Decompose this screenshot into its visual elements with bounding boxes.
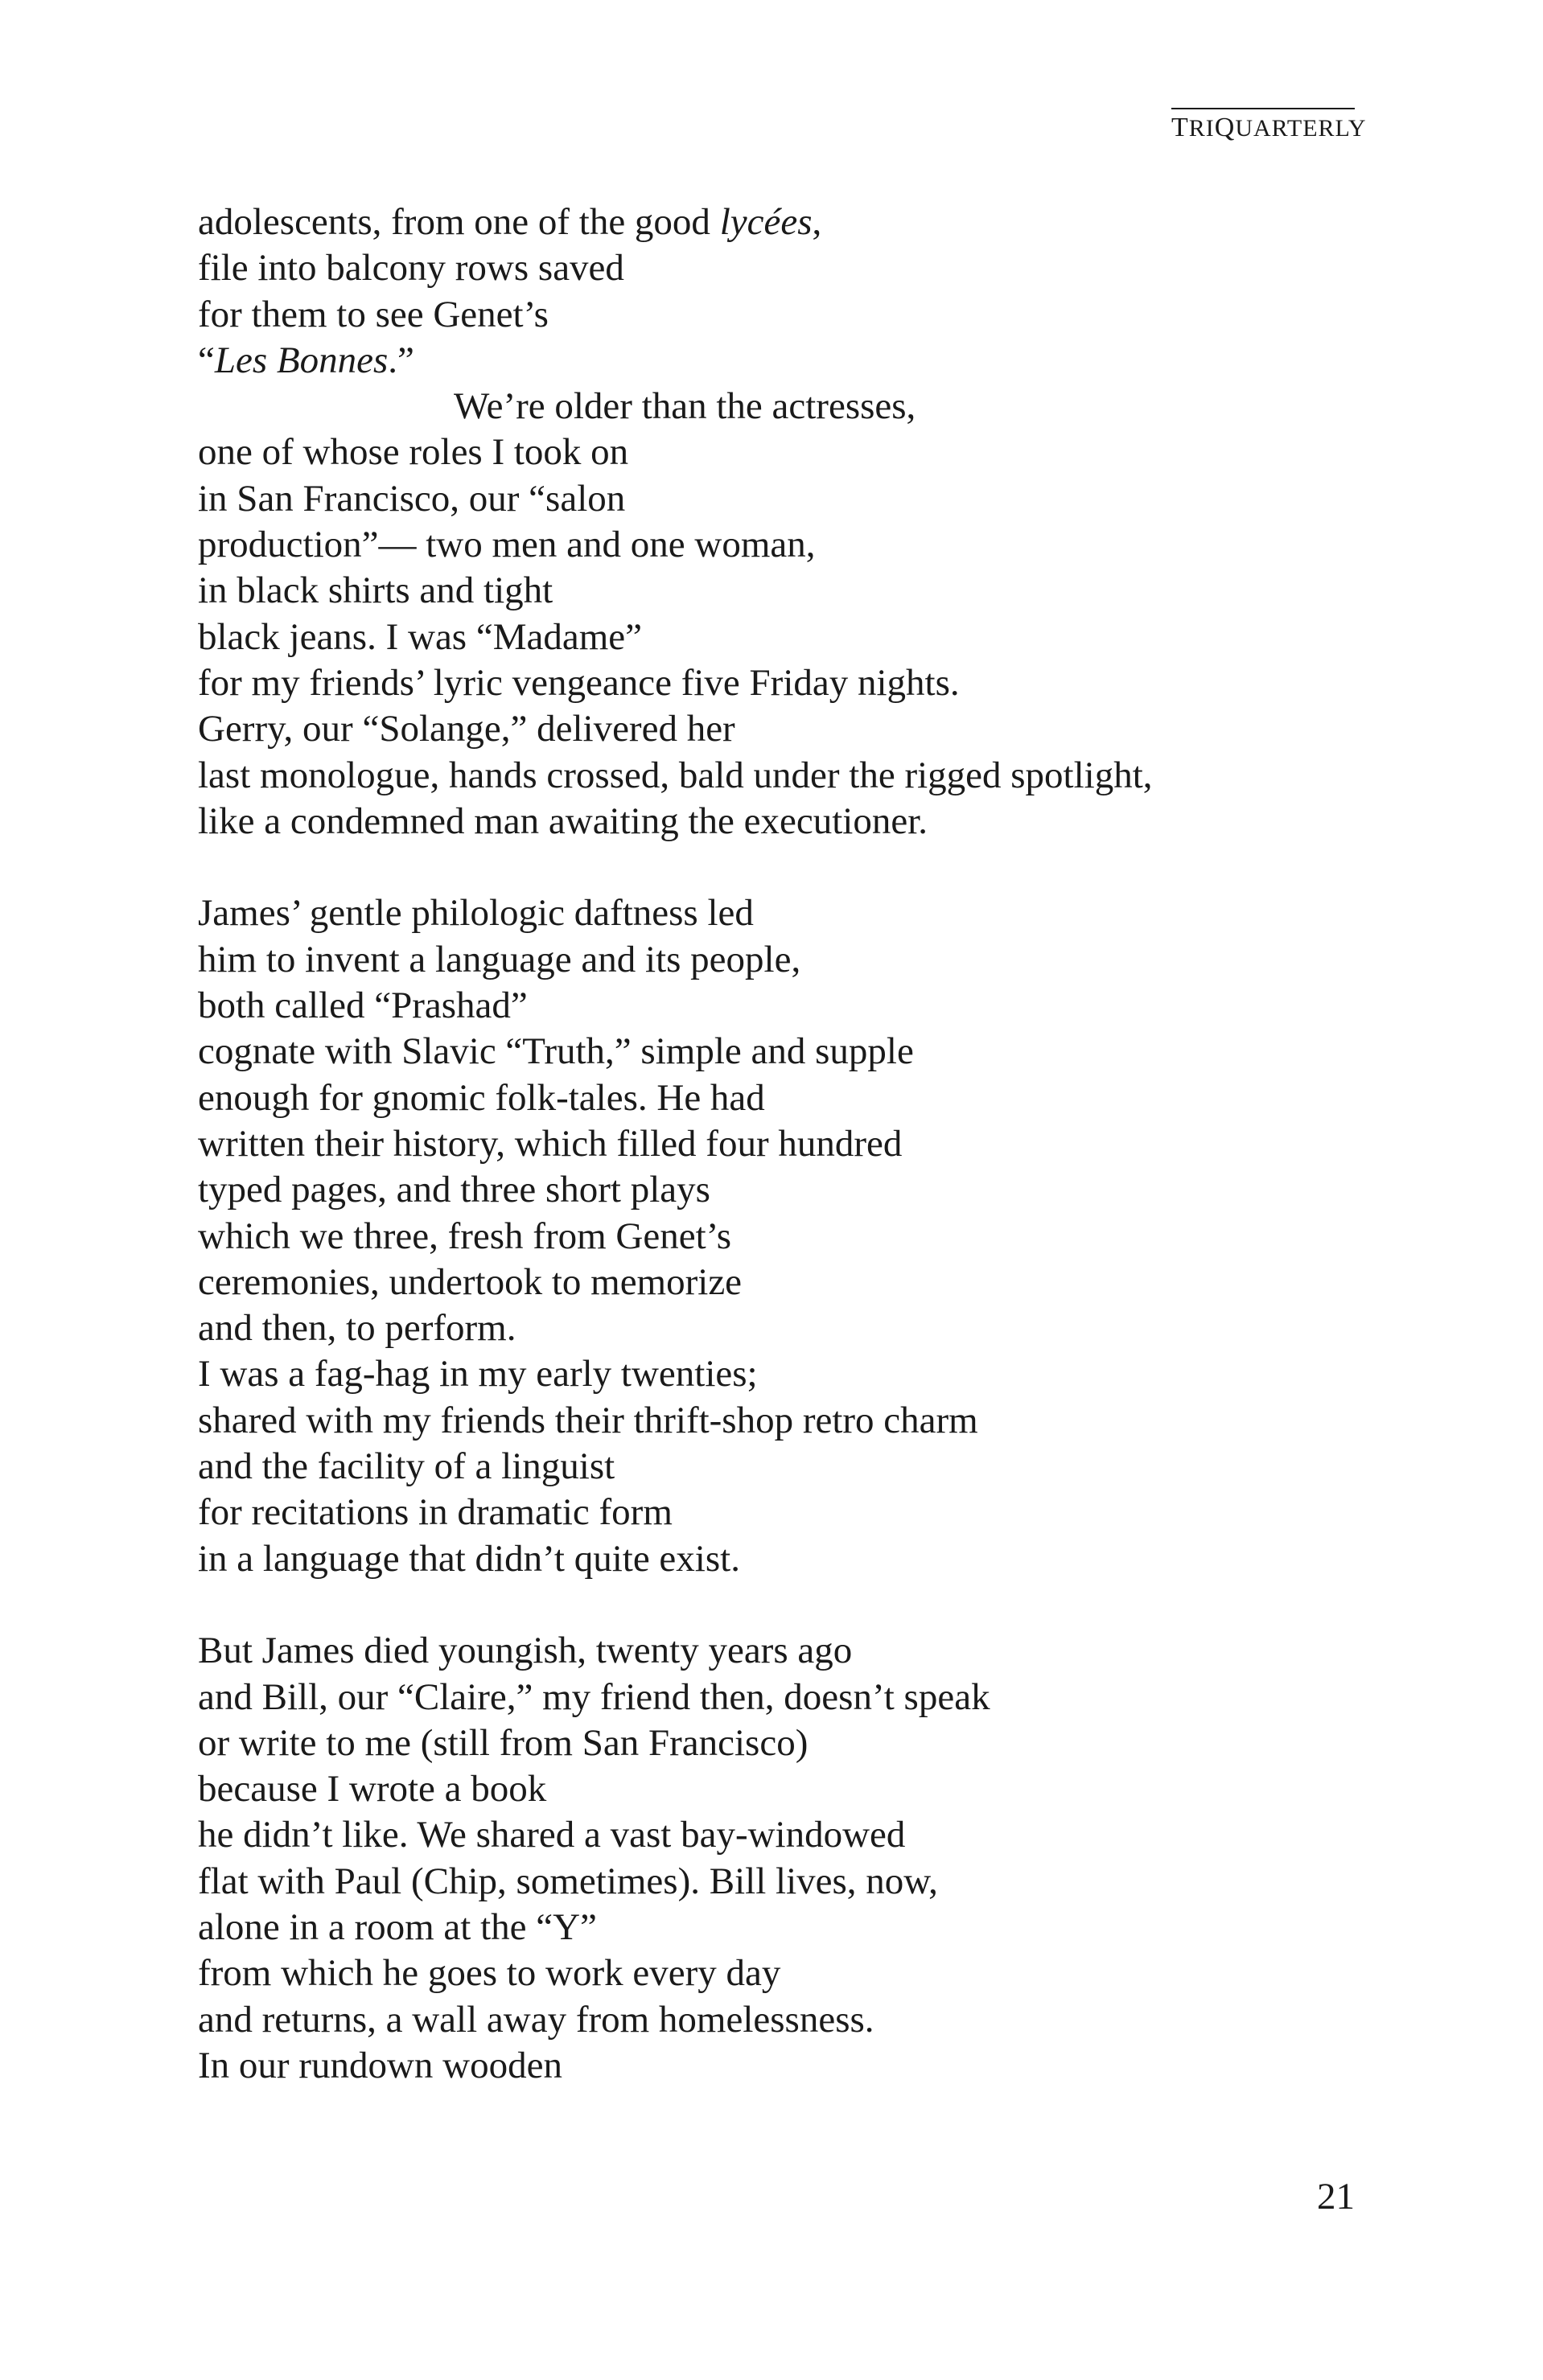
poem-line: black jeans. I was “Madame” [198, 615, 642, 658]
poem-line: We’re older than the actresses, [454, 385, 916, 428]
poem-line: which we three, fresh from Genet’s [198, 1215, 731, 1257]
poem-line: shared with my friends their thrift-shop retro charm [198, 1399, 978, 1441]
poem-line: and then, to perform. [198, 1307, 516, 1350]
poem-line: written their history, which filled four hundred [198, 1122, 903, 1165]
line-text: “ [198, 339, 215, 381]
poem-line: in San Francisco, our “salon [198, 477, 626, 520]
running-head-rule [1171, 108, 1355, 109]
running-head-initial-q: Q [1214, 113, 1236, 142]
poem-line: he didn’t like. We shared a vast bay-windowed [198, 1814, 906, 1856]
poem-line: Gerry, our “Solange,” delivered her [198, 708, 735, 750]
stanza [198, 199, 1389, 845]
poem-line: In our rundown wooden [198, 2044, 562, 2086]
poem-line: him to invent a language and its people, [198, 938, 801, 980]
poem-line: alone in a room at the “Y” [198, 1905, 597, 1948]
running-head-ri: RI [1188, 115, 1215, 142]
poem-line: production”— two men and one woman, [198, 524, 816, 566]
poem-line: James’ gentle philologic daftness led [198, 892, 754, 935]
stanza [198, 1628, 1389, 2089]
italic-text: lycées [719, 201, 813, 243]
poem-line: one of whose roles I took on [198, 431, 629, 474]
running-head [1171, 113, 1367, 142]
poem-line: because I wrote a book [198, 1768, 547, 1811]
poem-line: But James died youngish, twenty years ago [198, 1630, 853, 1672]
poem-line: like a condemned man awaiting the executioner. [198, 799, 928, 842]
poem-line: and the facility of a linguist [198, 1445, 615, 1488]
poem-line: file into balcony rows saved [198, 247, 624, 290]
italic-text: Les Bonnes [214, 339, 389, 381]
line-text: , [812, 201, 822, 243]
poem-line: and returns, a wall away from homelessness. [198, 1998, 874, 2041]
poem-line: and Bill, our “Claire,” my friend then, doesn’t speak [198, 1675, 990, 1718]
poem-line: enough for gnomic folk-tales. He had [198, 1076, 765, 1119]
page-number: 21 [1317, 2176, 1355, 2218]
poem-line: flat with Paul (Chip, sometimes). Bill lives, now, [198, 1860, 938, 1902]
poem-line: in a language that didn’t quite exist. [198, 1537, 740, 1580]
poem-line [198, 338, 1389, 384]
poem-line: for recitations in dramatic form [198, 1491, 673, 1534]
running-head-uarterly: UARTERLY [1235, 115, 1367, 142]
stanza [198, 890, 1389, 1581]
poem-line: for them to see Genet’s [198, 293, 549, 335]
running-head-initial-t: T [1171, 113, 1189, 142]
poem-line: from which he goes to work every day [198, 1952, 781, 1995]
poem-line: typed pages, and three short plays [198, 1169, 710, 1211]
poem-line: I was a fag-hag in my early twenties; [198, 1353, 758, 1396]
poem-line [198, 199, 1389, 245]
poem-line: in black shirts and tight [198, 569, 553, 612]
line-text: adolescents, from one of the good [198, 201, 720, 243]
line-text: .” [388, 339, 414, 381]
poem-body [198, 199, 1389, 2089]
poem-line: last monologue, hands crossed, bald under the rigged spotlight, [198, 754, 1153, 796]
poem-line: both called “Prashad” [198, 984, 528, 1027]
poem-line: cognate with Slavic “Truth,” simple and supple [198, 1030, 914, 1073]
poem-line: ceremonies, undertook to memorize [198, 1260, 743, 1303]
poem-line: or write to me (still from San Francisco) [198, 1721, 809, 1764]
poem-line: for my friends’ lyric vengeance five Friday nights. [198, 661, 960, 704]
